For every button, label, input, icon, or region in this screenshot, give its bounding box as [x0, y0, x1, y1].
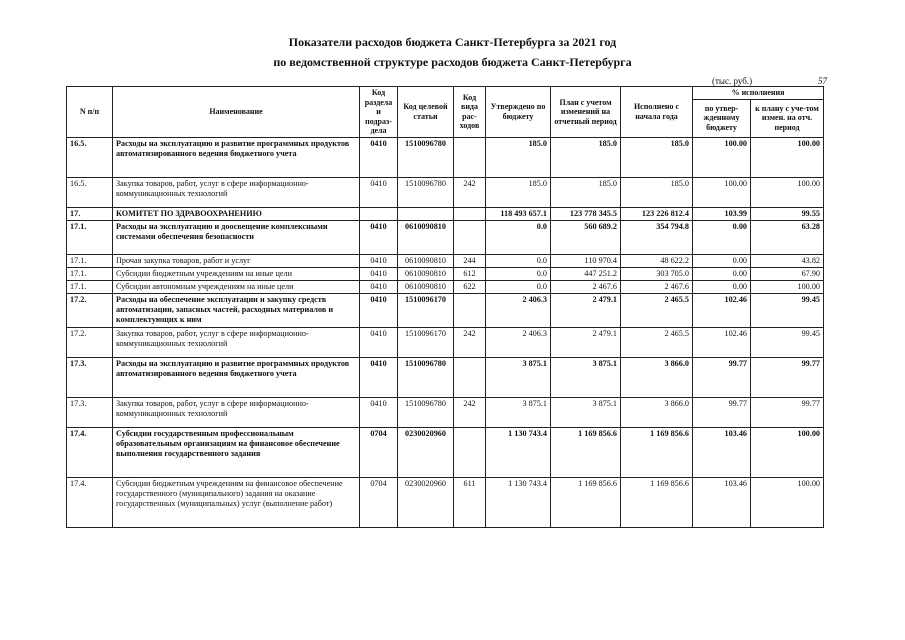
row-type: 611	[454, 477, 486, 527]
row-name: Субсидии государственным профессиональным образовательным организациям на финансовое обеспечение выполнения государственного задания	[113, 427, 360, 477]
row-approved: 0.0	[486, 267, 551, 280]
row-name: КОМИТЕТ ПО ЗДРАВООХРАНЕНИЮ	[113, 207, 360, 220]
col-header-type: Код вида рас-ходов	[454, 87, 486, 138]
table-body	[67, 137, 824, 527]
row-pct-plan: 99.77	[751, 397, 824, 427]
table-row	[67, 254, 824, 267]
row-plan: 3 875.1	[551, 397, 621, 427]
col-header-plan: План с учетом изменений на отчетный период	[551, 87, 621, 138]
col-header-approved: Утверждено по бюджету	[486, 87, 551, 138]
row-type	[454, 427, 486, 477]
row-executed: 2 465.5	[621, 327, 693, 357]
row-target: 0610090810	[398, 280, 454, 293]
row-target: 1510096780	[398, 177, 454, 207]
row-pct-plan: 43.82	[751, 254, 824, 267]
row-num: 17.1.	[67, 267, 113, 280]
row-pct-approved: 100.00	[693, 177, 751, 207]
row-plan: 185.0	[551, 137, 621, 177]
table-row	[67, 220, 824, 254]
row-pct-plan: 100.00	[751, 177, 824, 207]
table-row	[67, 280, 824, 293]
row-name: Расходы на эксплуатацию и развитие программных продуктов автоматизированного ведения бюджетного учета	[113, 137, 360, 177]
row-pct-approved: 99.77	[693, 357, 751, 397]
page-number: 57	[818, 76, 827, 86]
table-row	[67, 427, 824, 477]
row-name: Закупка товаров, работ, услуг в сфере информационно-коммуникационных технологий	[113, 397, 360, 427]
table-row	[67, 207, 824, 220]
expenditure-table	[66, 86, 824, 528]
row-pct-approved: 103.99	[693, 207, 751, 220]
col-header-pct-group: % исполнения	[693, 87, 824, 100]
table-row	[67, 397, 824, 427]
row-num: 17.2.	[67, 327, 113, 357]
row-target: 1510096780	[398, 397, 454, 427]
row-approved: 0.0	[486, 220, 551, 254]
row-name: Закупка товаров, работ, услуг в сфере информационно-коммуникационных технологий	[113, 327, 360, 357]
col-header-section: Код раздела и подраз-дела	[360, 87, 398, 138]
row-num: 17.2.	[67, 293, 113, 327]
row-pct-approved: 0.00	[693, 220, 751, 254]
row-plan: 110 970.4	[551, 254, 621, 267]
row-plan: 185.0	[551, 177, 621, 207]
row-pct-plan: 100.00	[751, 280, 824, 293]
row-pct-plan: 63.28	[751, 220, 824, 254]
col-header-name: Наименование	[113, 87, 360, 138]
row-num: 17.1.	[67, 280, 113, 293]
row-name: Субсидии бюджетным учреждениям на финансовое обеспечение государственного (муниципального) задания на оказание государственных (муниципальных) услуг (выполнение работ)	[113, 477, 360, 527]
row-name: Субсидии бюджетным учреждениям на иные цели	[113, 267, 360, 280]
table-row	[67, 137, 824, 177]
row-pct-approved: 0.00	[693, 280, 751, 293]
row-pct-plan: 99.45	[751, 327, 824, 357]
row-pct-plan: 100.00	[751, 427, 824, 477]
row-plan: 123 778 345.5	[551, 207, 621, 220]
row-executed: 185.0	[621, 137, 693, 177]
row-section	[360, 207, 398, 220]
col-header-num: N п/п	[67, 87, 113, 138]
row-executed: 3 866.0	[621, 397, 693, 427]
col-header-executed: Исполнено с начала года	[621, 87, 693, 138]
row-num: 17.	[67, 207, 113, 220]
row-plan: 560 689.2	[551, 220, 621, 254]
row-approved: 118 493 657.1	[486, 207, 551, 220]
row-target: 0230020960	[398, 427, 454, 477]
row-num: 17.1.	[67, 220, 113, 254]
row-section: 0410	[360, 293, 398, 327]
col-header-pct-plan: к плану с уче-том измен. на отч. период	[751, 99, 824, 137]
row-plan: 2 479.1	[551, 327, 621, 357]
row-section: 0410	[360, 267, 398, 280]
row-target: 1510096780	[398, 137, 454, 177]
row-num: 17.3.	[67, 397, 113, 427]
row-pct-plan: 99.55	[751, 207, 824, 220]
row-target: 1510096170	[398, 327, 454, 357]
row-executed: 2 467.6	[621, 280, 693, 293]
table-row	[67, 293, 824, 327]
row-executed: 3 866.0	[621, 357, 693, 397]
row-pct-approved: 99.77	[693, 397, 751, 427]
row-name: Расходы на эксплуатацию и развитие программных продуктов автоматизированного ведения бюджетного учета	[113, 357, 360, 397]
row-pct-plan: 100.00	[751, 477, 824, 527]
row-pct-approved: 0.00	[693, 267, 751, 280]
row-approved: 0.0	[486, 280, 551, 293]
row-pct-approved: 100.00	[693, 137, 751, 177]
row-type: 242	[454, 177, 486, 207]
row-executed: 2 465.5	[621, 293, 693, 327]
row-type: 622	[454, 280, 486, 293]
row-pct-plan: 99.45	[751, 293, 824, 327]
row-type	[454, 220, 486, 254]
row-num: 17.1.	[67, 254, 113, 267]
row-pct-approved: 0.00	[693, 254, 751, 267]
row-num: 17.4.	[67, 427, 113, 477]
row-pct-approved: 102.46	[693, 327, 751, 357]
row-target: 1510096170	[398, 293, 454, 327]
row-approved: 3 875.1	[486, 357, 551, 397]
page-title: Показатели расходов бюджета Санкт-Петербурга за 2021 год	[288, 35, 617, 49]
row-approved: 3 875.1	[486, 397, 551, 427]
row-pct-approved: 103.46	[693, 427, 751, 477]
row-executed: 1 169 856.6	[621, 427, 693, 477]
table-row	[67, 477, 824, 527]
row-plan: 1 169 856.6	[551, 477, 621, 527]
row-pct-plan: 67.90	[751, 267, 824, 280]
row-executed: 303 705.0	[621, 267, 693, 280]
table-row	[67, 327, 824, 357]
page-subtitle: по ведомственной структуре расходов бюджета Санкт-Петербурга	[273, 55, 632, 69]
table-row	[67, 177, 824, 207]
row-target: 0230020960	[398, 477, 454, 527]
row-type	[454, 207, 486, 220]
row-name: Расходы на эксплуатацию и доосвещение комплексными системами обеспечения безопасности	[113, 220, 360, 254]
row-type	[454, 137, 486, 177]
row-target: 1510096780	[398, 357, 454, 397]
row-plan: 447 251.2	[551, 267, 621, 280]
row-approved: 0.0	[486, 254, 551, 267]
row-pct-approved: 103.46	[693, 477, 751, 527]
row-name: Закупка товаров, работ, услуг в сфере информационно-коммуникационных технологий	[113, 177, 360, 207]
row-section: 0410	[360, 280, 398, 293]
row-section: 0410	[360, 177, 398, 207]
table-row	[67, 357, 824, 397]
row-target	[398, 207, 454, 220]
col-header-target: Код целевой статьи	[398, 87, 454, 138]
row-approved: 1 130 743.4	[486, 427, 551, 477]
row-section: 0410	[360, 254, 398, 267]
row-num: 17.3.	[67, 357, 113, 397]
row-type: 242	[454, 397, 486, 427]
row-executed: 48 622.2	[621, 254, 693, 267]
row-target: 0610090810	[398, 254, 454, 267]
row-executed: 185.0	[621, 177, 693, 207]
row-name: Субсидии автономным учреждениям на иные цели	[113, 280, 360, 293]
row-approved: 2 406.3	[486, 327, 551, 357]
row-name: Расходы на обеспечение эксплуатации и закупку средств автоматизации, запасных частей, расходных материалов и комплектующих к ним	[113, 293, 360, 327]
units-label: (тыс. руб.)	[712, 76, 753, 86]
col-header-pct-approved: по утвер-жденному бюджету	[693, 99, 751, 137]
row-type	[454, 293, 486, 327]
row-num: 17.4.	[67, 477, 113, 527]
row-plan: 3 875.1	[551, 357, 621, 397]
row-pct-plan: 100.00	[751, 137, 824, 177]
row-section: 0410	[360, 397, 398, 427]
row-type: 612	[454, 267, 486, 280]
row-plan: 2 467.6	[551, 280, 621, 293]
row-plan: 1 169 856.6	[551, 427, 621, 477]
row-type	[454, 357, 486, 397]
row-section: 0410	[360, 137, 398, 177]
row-executed: 1 169 856.6	[621, 477, 693, 527]
row-section: 0704	[360, 477, 398, 527]
row-pct-approved: 102.46	[693, 293, 751, 327]
row-executed: 123 226 812.4	[621, 207, 693, 220]
row-executed: 354 794.8	[621, 220, 693, 254]
table-row	[67, 267, 824, 280]
row-section: 0704	[360, 427, 398, 477]
row-num: 16.5.	[67, 177, 113, 207]
row-target: 0610090810	[398, 267, 454, 280]
row-approved: 1 130 743.4	[486, 477, 551, 527]
row-approved: 2 406.3	[486, 293, 551, 327]
row-section: 0410	[360, 357, 398, 397]
row-num: 16.5.	[67, 137, 113, 177]
row-name: Прочая закупка товаров, работ и услуг	[113, 254, 360, 267]
row-plan: 2 479.1	[551, 293, 621, 327]
row-section: 0410	[360, 220, 398, 254]
row-type: 244	[454, 254, 486, 267]
row-target: 0610090810	[398, 220, 454, 254]
row-approved: 185.0	[486, 177, 551, 207]
row-pct-plan: 99.77	[751, 357, 824, 397]
row-section: 0410	[360, 327, 398, 357]
row-approved: 185.0	[486, 137, 551, 177]
row-type: 242	[454, 327, 486, 357]
